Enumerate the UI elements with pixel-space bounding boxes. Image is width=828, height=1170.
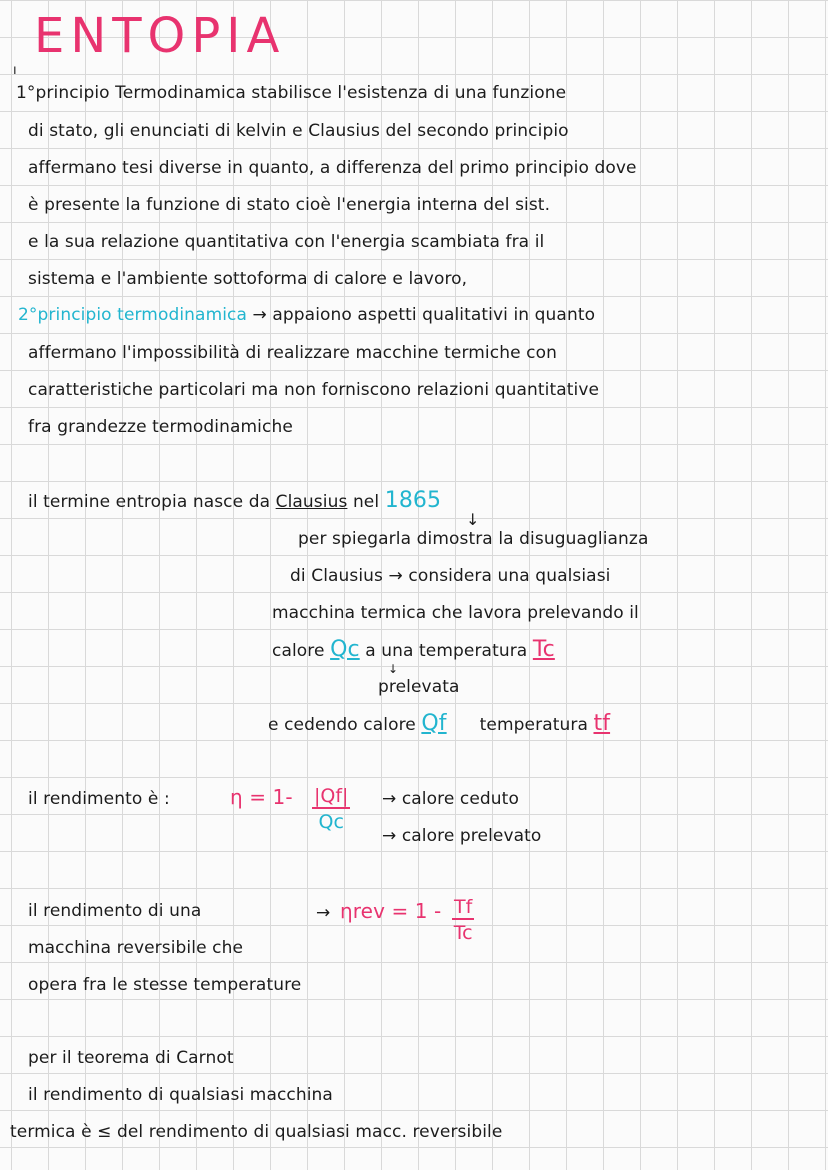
entropy-cede-line: [268, 713, 610, 736]
entropy-line-2: di Clausius → considera una qualsiasi: [290, 566, 611, 586]
efficiency-denominator: Qc: [318, 811, 344, 833]
second-principle-line-4: fra grandezze termodinamiche: [28, 417, 293, 437]
tc-symbol: Tc: [532, 637, 555, 662]
intro-line-2: di stato, gli enunciati di kelvin e Clausius del secondo principio: [28, 121, 569, 141]
prelevata-arrow-icon: ↓: [388, 662, 399, 676]
carnot-line-1: per il teorema di Carnot: [28, 1048, 234, 1068]
heat-line-prefix: calore: [272, 641, 325, 661]
entropy-line-1: per spiegarla dimostra la disuguaglianza: [298, 529, 649, 549]
reversible-arrow-icon: →: [316, 903, 331, 923]
efficiency-label: il rendimento è :: [28, 789, 170, 809]
entropy-heat-line: [272, 639, 555, 662]
intro-line-1: 1°principio Termodinamica stabilisce l'esistenza di una funzione: [16, 83, 567, 103]
reversible-eta-prefix: ηrev = 1 -: [340, 899, 442, 923]
second-principle-line-1: [18, 304, 595, 326]
qf-symbol: Qf: [421, 711, 447, 736]
clausius-name: Clausius: [275, 492, 348, 512]
down-arrow-icon: ↓: [466, 510, 480, 529]
efficiency-fraction: [312, 785, 350, 833]
year: 1865: [384, 488, 442, 513]
margin-tick: ı: [13, 63, 17, 78]
year-prefix: nel: [352, 492, 380, 512]
intro-line-5: e la sua relazione quantitativa con l'energia scambiata fra il: [28, 232, 545, 252]
reversible-line-1: il rendimento di una: [28, 901, 202, 921]
reversible-numerator: Tf: [454, 896, 473, 918]
second-principle-line-1-rest: → appaiono aspetti qualitativi in quanto: [252, 305, 596, 325]
tf-symbol: tf: [593, 711, 611, 736]
reversible-denominator: Tc: [453, 922, 473, 944]
entropy-intro-line: [28, 490, 441, 513]
entropy-intro-prefix: il termine entropia nasce da: [28, 492, 271, 512]
cede-prefix: e cedendo calore: [268, 715, 416, 735]
efficiency-numerator: |Qf|: [314, 785, 349, 807]
intro-line-4: è presente la funzione di stato cioè l'energia interna del sist.: [28, 195, 551, 215]
second-principle-line-2: affermano l'impossibilità di realizzare macchine termiche con: [28, 343, 557, 363]
second-principle-line-3: caratteristiche particolari ma non forniscono relazioni quantitative: [28, 380, 600, 400]
efficiency-note-den: → calore prelevato: [382, 826, 542, 846]
reversible-fraction: [452, 896, 474, 944]
intro-line-6: sistema e l'ambiente sottoforma di calore e lavoro,: [28, 269, 468, 289]
efficiency-note-num: → calore ceduto: [382, 789, 519, 809]
page-title: ENTOPIA: [34, 8, 286, 64]
prelevata-label: prelevata: [378, 677, 460, 697]
reversible-line-3: opera fra le stesse temperature: [28, 975, 302, 995]
cede-mid: temperatura: [479, 715, 588, 735]
entropy-line-3: macchina termica che lavora prelevando il: [272, 603, 639, 623]
qc-symbol: Qc: [330, 637, 360, 662]
carnot-line-2: il rendimento di qualsiasi macchina: [28, 1085, 333, 1105]
second-principle-label: 2°principio termodinamica: [18, 305, 248, 325]
efficiency-eta-prefix: η = 1-: [230, 785, 293, 809]
carnot-line-3: termica è ≤ del rendimento di qualsiasi macc. reversibile: [10, 1122, 503, 1142]
heat-line-mid: a una temperatura: [365, 641, 528, 661]
intro-line-3: affermano tesi diverse in quanto, a differenza del primo principio dove: [28, 158, 637, 178]
reversible-line-2: macchina reversibile che: [28, 938, 244, 958]
